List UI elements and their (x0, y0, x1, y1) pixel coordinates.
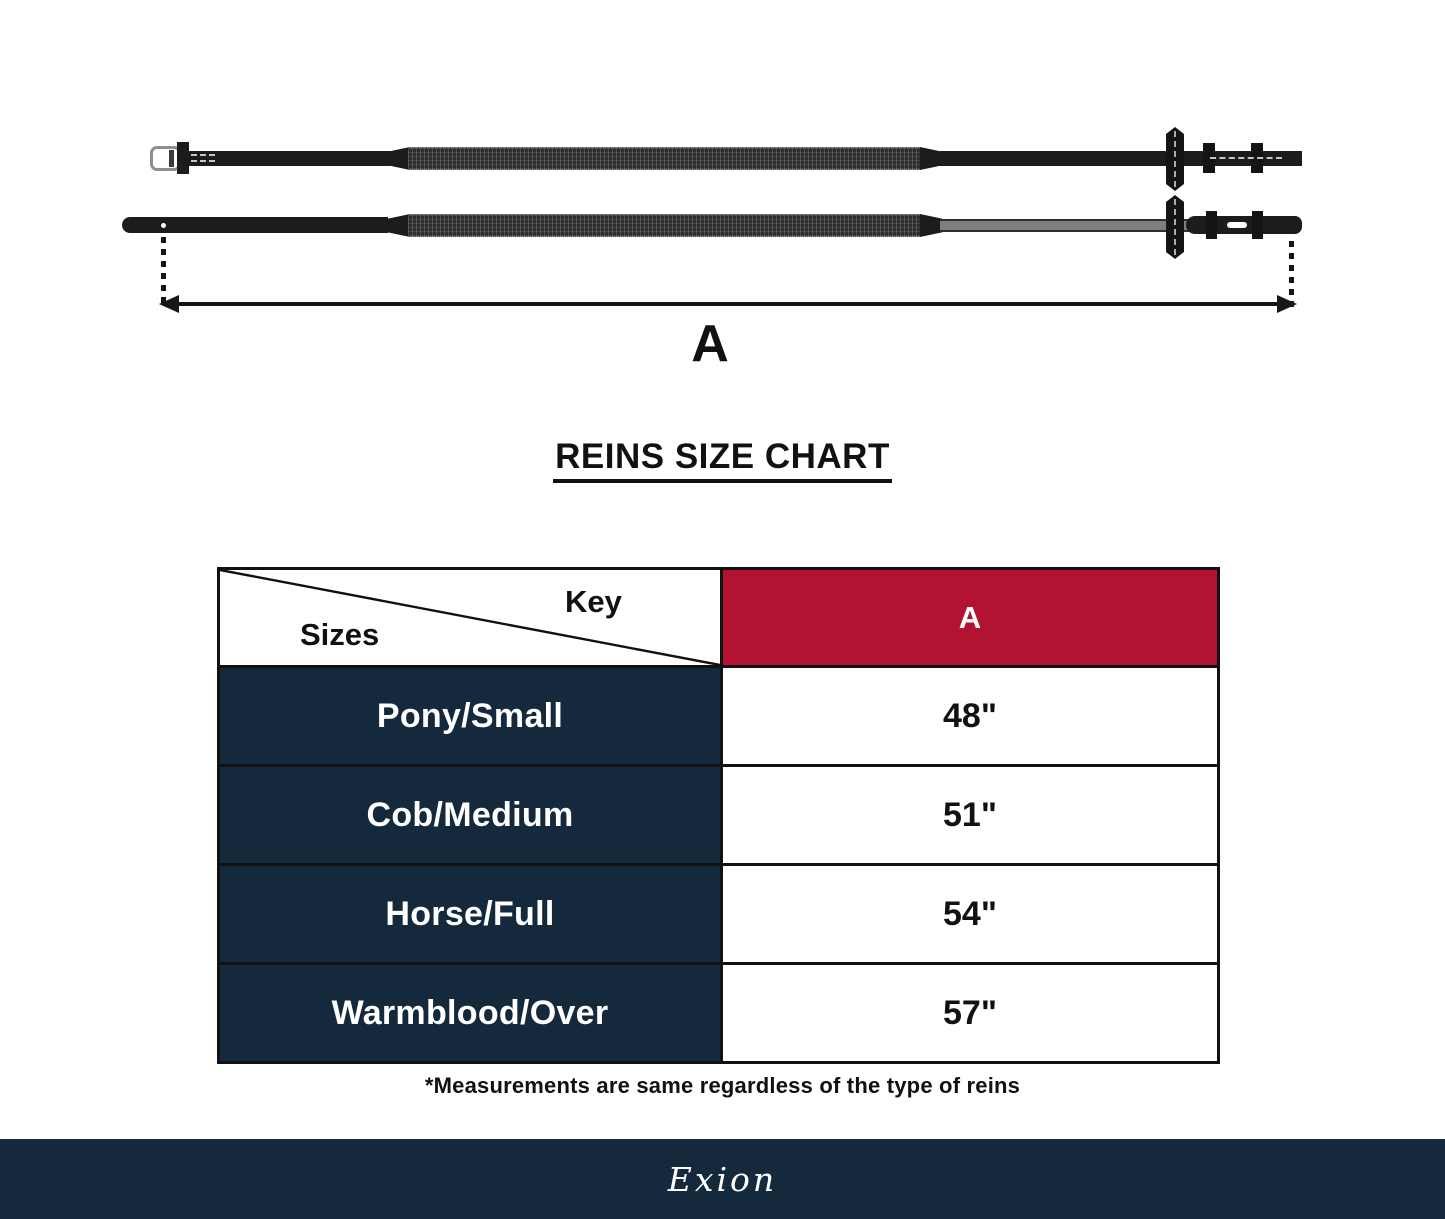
brand-logo: Exion (667, 1159, 778, 1199)
rein-stop-icon (1166, 195, 1184, 259)
measurement-footnote: *Measurements are same regardless of the type of reins (424, 1073, 1021, 1098)
size-name-cell: Warmblood/Over (220, 965, 723, 1061)
header-key-label: Key (565, 584, 622, 619)
rein-stitching (191, 154, 215, 156)
dimension-arrowhead-left-icon (159, 295, 179, 313)
table-row (220, 962, 1217, 1061)
size-value-cell: 51" (723, 767, 1217, 863)
page-title: REINS SIZE CHART (553, 437, 892, 483)
header-column-a: A (723, 570, 1217, 665)
size-value-cell: 57" (723, 965, 1217, 1061)
rein-strap (187, 151, 390, 166)
size-name-cell: Horse/Full (220, 866, 723, 962)
diagonal-divider-line (220, 570, 720, 665)
table-header-row (220, 570, 1217, 665)
rein-slot (1227, 222, 1247, 228)
size-table (217, 567, 1220, 1064)
rein-taper (388, 147, 410, 170)
rein-keeper (1252, 211, 1263, 239)
rein-stitching (1210, 157, 1282, 159)
rein-grip-section (408, 147, 922, 170)
rein-hole (161, 223, 166, 228)
dimension-arrowhead-right-icon (1277, 295, 1297, 313)
rein-buckle-prong (169, 150, 174, 167)
rein-grip-section (408, 214, 922, 237)
table-row (220, 863, 1217, 962)
table-row (220, 764, 1217, 863)
header-key-sizes-cell (220, 570, 723, 665)
page-title-wrap (0, 437, 1445, 483)
size-value-cell: 54" (723, 866, 1217, 962)
rein-stitching (191, 160, 215, 162)
rein-stop-icon (1166, 127, 1184, 191)
table-row (220, 665, 1217, 764)
rein-taper (920, 214, 942, 237)
size-name-cell: Cob/Medium (220, 767, 723, 863)
rein-web-section (940, 219, 1192, 232)
size-name-cell: Pony/Small (220, 668, 723, 764)
dimension-line (168, 302, 1290, 306)
rein-taper (388, 214, 410, 237)
rein-stop-stitching (1174, 199, 1176, 254)
footer-bar (0, 1139, 1445, 1219)
rein-taper (920, 147, 942, 170)
size-value-cell: 48" (723, 668, 1217, 764)
rein-stop-stitching (1174, 131, 1176, 186)
dimension-label: A (691, 315, 729, 373)
rein-keeper (1206, 211, 1217, 239)
header-sizes-label: Sizes (300, 617, 380, 652)
